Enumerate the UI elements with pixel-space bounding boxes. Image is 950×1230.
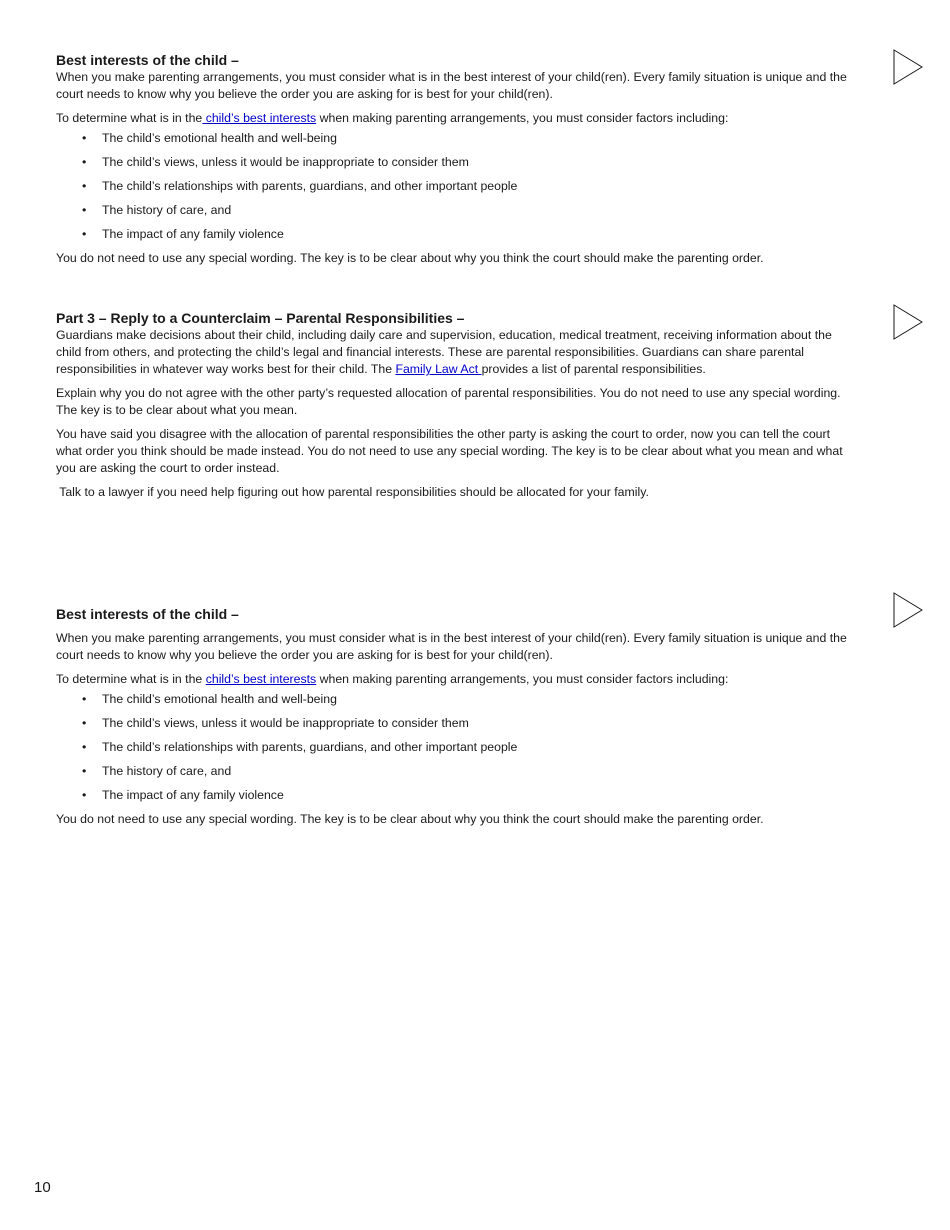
- list-item: [56, 202, 856, 226]
- childs-best-interests-link[interactable]: child’s best interests: [202, 111, 317, 125]
- list-item-text: The child’s emotional health and well-being: [102, 131, 337, 145]
- text: when making parenting arrangements, you must consider factors including:: [316, 672, 729, 686]
- paragraph: When you make parenting arrangements, you must consider what is in the best interest of your child(ren). Every family situation is unique and the court needs to know why you believe the order you are asking for is best for your child(ren).: [56, 631, 847, 662]
- paragraph: [56, 327, 856, 378]
- paragraph: Explain why you do not agree with the other party’s requested allocation of parental responsibilities. You do not need to use any special wording. The key is to be clear about what you mean.: [56, 386, 841, 417]
- list-item: [56, 178, 856, 202]
- list-item-text: The history of care, and: [102, 203, 232, 217]
- list-item: [56, 130, 856, 154]
- list-item-text: The child’s relationships with parents, guardians, and other important people: [102, 179, 518, 193]
- family-law-act-link[interactable]: Family Law Act: [395, 362, 482, 376]
- factor-list: [56, 130, 856, 250]
- childs-best-interests-link[interactable]: child’s best interests: [205, 672, 317, 686]
- section-best-interests-1: [56, 52, 856, 267]
- list-item-text: The child’s views, unless it would be inappropriate to consider them: [102, 155, 469, 169]
- bullet-icon: •: [82, 692, 87, 706]
- list-item-text: The impact of any family violence: [102, 227, 284, 241]
- bullet-icon: •: [82, 131, 87, 145]
- text: when making parenting arrangements, you must consider factors including:: [316, 111, 729, 125]
- bullet-icon: •: [82, 179, 87, 193]
- paragraph: When you make parenting arrangements, you must consider what is in the best interest of your child(ren). Every family situation is unique and the court needs to know why you believe the order you are asking for is best for your child(ren).: [56, 70, 847, 101]
- bullet-icon: •: [82, 155, 87, 169]
- page-number: 10: [34, 1179, 51, 1196]
- bullet-icon: •: [82, 740, 87, 754]
- section-heading: Part 3 – Reply to a Counterclaim – Parental Responsibilities –: [56, 310, 465, 326]
- list-item-text: The child’s relationships with parents, guardians, and other important people: [102, 740, 518, 754]
- list-item-text: The impact of any family violence: [102, 788, 284, 802]
- bullet-icon: •: [82, 716, 87, 730]
- text: To determine what is in the: [56, 672, 206, 686]
- list-item-text: The child’s views, unless it would be inappropriate to consider them: [102, 716, 469, 730]
- text: To determine what is in the: [56, 111, 203, 125]
- section-parental-responsibilities: [56, 310, 856, 501]
- list-item: [56, 691, 856, 715]
- paragraph: You do not need to use any special wording. The key is to be clear about why you think the court should make the parenting order.: [56, 251, 764, 265]
- factor-list: [56, 691, 856, 811]
- list-item: [56, 226, 856, 250]
- bullet-icon: •: [82, 764, 87, 778]
- list-item: [56, 763, 856, 787]
- list-item: [56, 787, 856, 811]
- paragraph: You have said you disagree with the allocation of parental responsibilities the other party is asking the court to order, now you can tell the court what order you think should be made instead. You do not need to use any special wording. The key is to be clear about what you mean and what you are asking the court to order instead.: [56, 427, 843, 475]
- list-item-text: The history of care, and: [102, 764, 232, 778]
- text: provides a list of parental responsibilities.: [481, 362, 706, 376]
- play-arrow-icon[interactable]: [893, 592, 923, 628]
- section-heading: Best interests of the child –: [56, 606, 239, 622]
- paragraph: Talk to a lawyer if you need help figuring out how parental responsibilities should be allocated for your family.: [56, 485, 649, 499]
- section-heading: Best interests of the child –: [56, 52, 239, 68]
- bullet-icon: •: [82, 788, 87, 802]
- bullet-icon: •: [82, 227, 87, 241]
- bullet-icon: •: [82, 203, 87, 217]
- text: Guardians make decisions about their child, including daily care and supervision, education, medical treatment, receiving information about the child from others, and protecting the child’s legal and financial interests. These are parental responsibilities. Guardians can share parental responsibilities in whatever way works best for their child. The: [56, 328, 832, 376]
- paragraph: You do not need to use any special wording. The key is to be clear about why you think the court should make the parenting order.: [56, 812, 764, 826]
- paragraph: [56, 671, 856, 688]
- paragraph: [56, 110, 856, 127]
- list-item: [56, 154, 856, 178]
- list-item: [56, 715, 856, 739]
- list-item: [56, 739, 856, 763]
- section-best-interests-2: [56, 606, 856, 828]
- play-arrow-icon[interactable]: [893, 49, 923, 85]
- play-arrow-icon[interactable]: [893, 304, 923, 340]
- list-item-text: The child’s emotional health and well-being: [102, 692, 337, 706]
